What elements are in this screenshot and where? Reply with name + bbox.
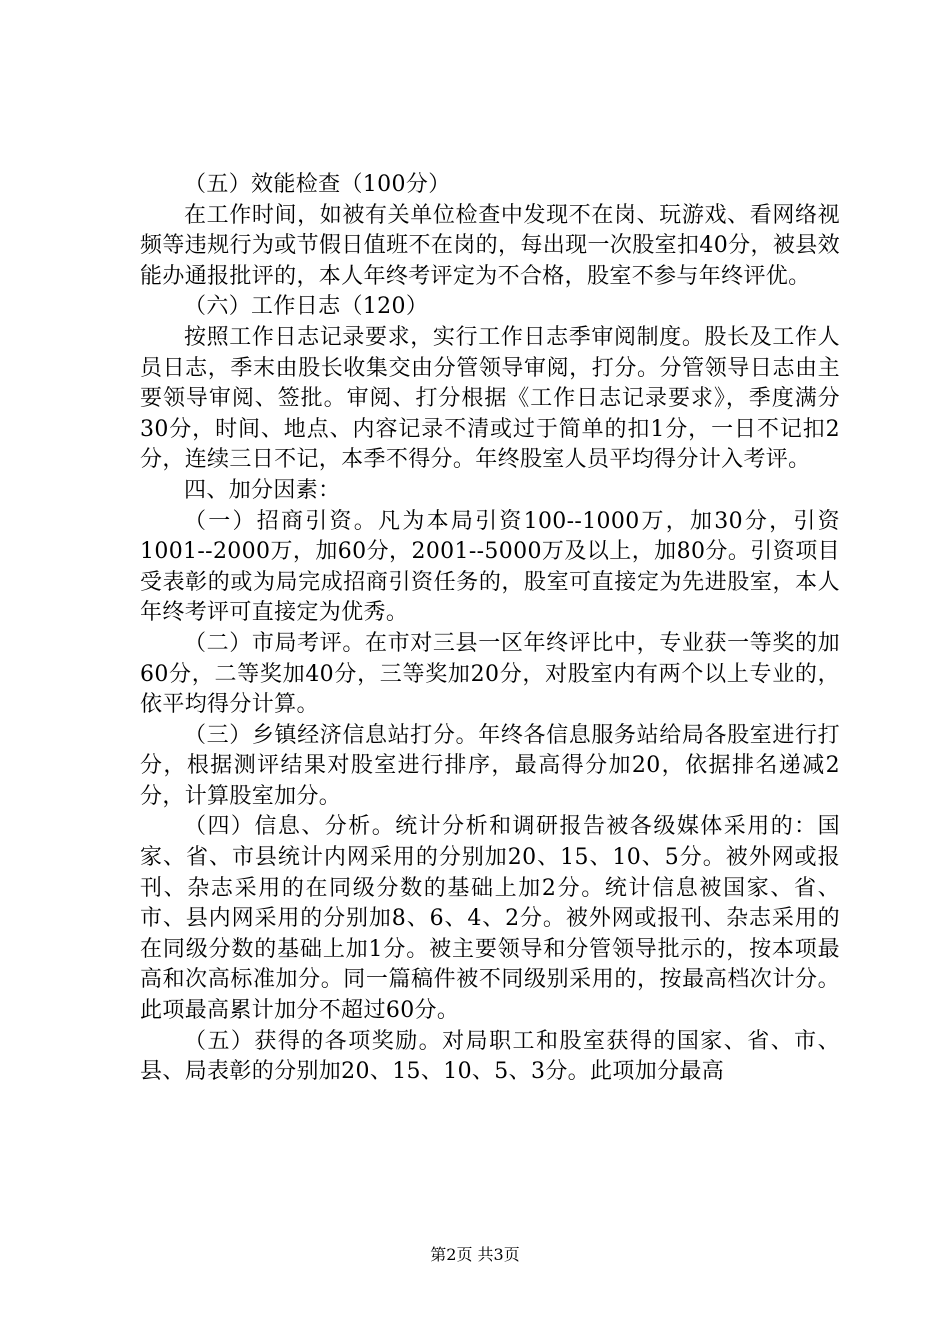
section-heading-efficiency-check: （五）效能检查（100分）	[184, 172, 451, 197]
page-number: 第2页 共3页	[430, 1245, 520, 1264]
section-heading-bonus-factors: 四、加分因素：	[184, 477, 341, 503]
paragraph-city-evaluation: （二）市局考评。在市对三县一区年终评比中，专业获一等奖的加60分，二等奖加40分，三等奖加20分，对股室内有两个以上专业的，依平均得分计算。	[140, 630, 840, 718]
paragraph-investment: （一）招商引资。凡为本局引资100--1000万，加30分，引资1001--2000万，加60分，2001--5000万及以上，加80分。引资项目受表彰的或为局完成招商引资任务的，股室可直接定为先进股室，本人年终考评可直接定为优秀。	[140, 508, 840, 626]
paragraph-work-log: 按照工作日志记录要求，实行工作日志季审阅制度。股长及工作人员日志，季末由股长收集交由分管领导审阅，打分。分管领导日志由主要领导审阅、签批。审阅、打分根据《工作日志记录要求》，季度满分30分，时间、地点、内容记录不清或过于简单的扣1分，一日不记扣2分，连续三日不记，本季不得分。年终股室人员平均得分计入考评。	[140, 324, 840, 473]
page-footer	[0, 1245, 950, 1265]
paragraph-info-analysis: （四）信息、分析。统计分析和调研报告被各级媒体采用的：国家、省、市县统计内网采用的分别加20、15、10、5分。被外网或报刊、杂志采用的在同级分数的基础上加2分。统计信息被国家、省、市、县内网采用的分别加8、6、4、2分。被外网或报刊、杂志采用的在同级分数的基础上加1分。被主要领导和分管领导批示的，按本项最高和次高标准加分。同一篇稿件被不同级别采用的，按最高档次计分。此项最高累计加分不超过60分。	[140, 814, 840, 1024]
paragraph-township-info-station: （三）乡镇经济信息站打分。年终各信息服务站给局各股室进行打分，根据测评结果对股室进行排序，最高得分加20，依据排名递减2分，计算股室加分。	[140, 722, 840, 809]
section-heading-work-log: （六）工作日志（120）	[184, 294, 429, 320]
paragraph-awards: （五）获得的各项奖励。对局职工和股室获得的国家、省、市、县、局表彰的分别加20、15、10、5、3分。此项加分最高	[140, 1028, 840, 1085]
paragraph-efficiency-check: 在工作时间，如被有关单位检查中发现不在岗、玩游戏、看网络视频等违规行为或节假日值班不在岗的，每出现一次股室扣40分，被县效能办通报批评的，本人年终考评定为不合格，股室不参与年终评优。	[140, 202, 840, 289]
document-body	[140, 170, 840, 1088]
